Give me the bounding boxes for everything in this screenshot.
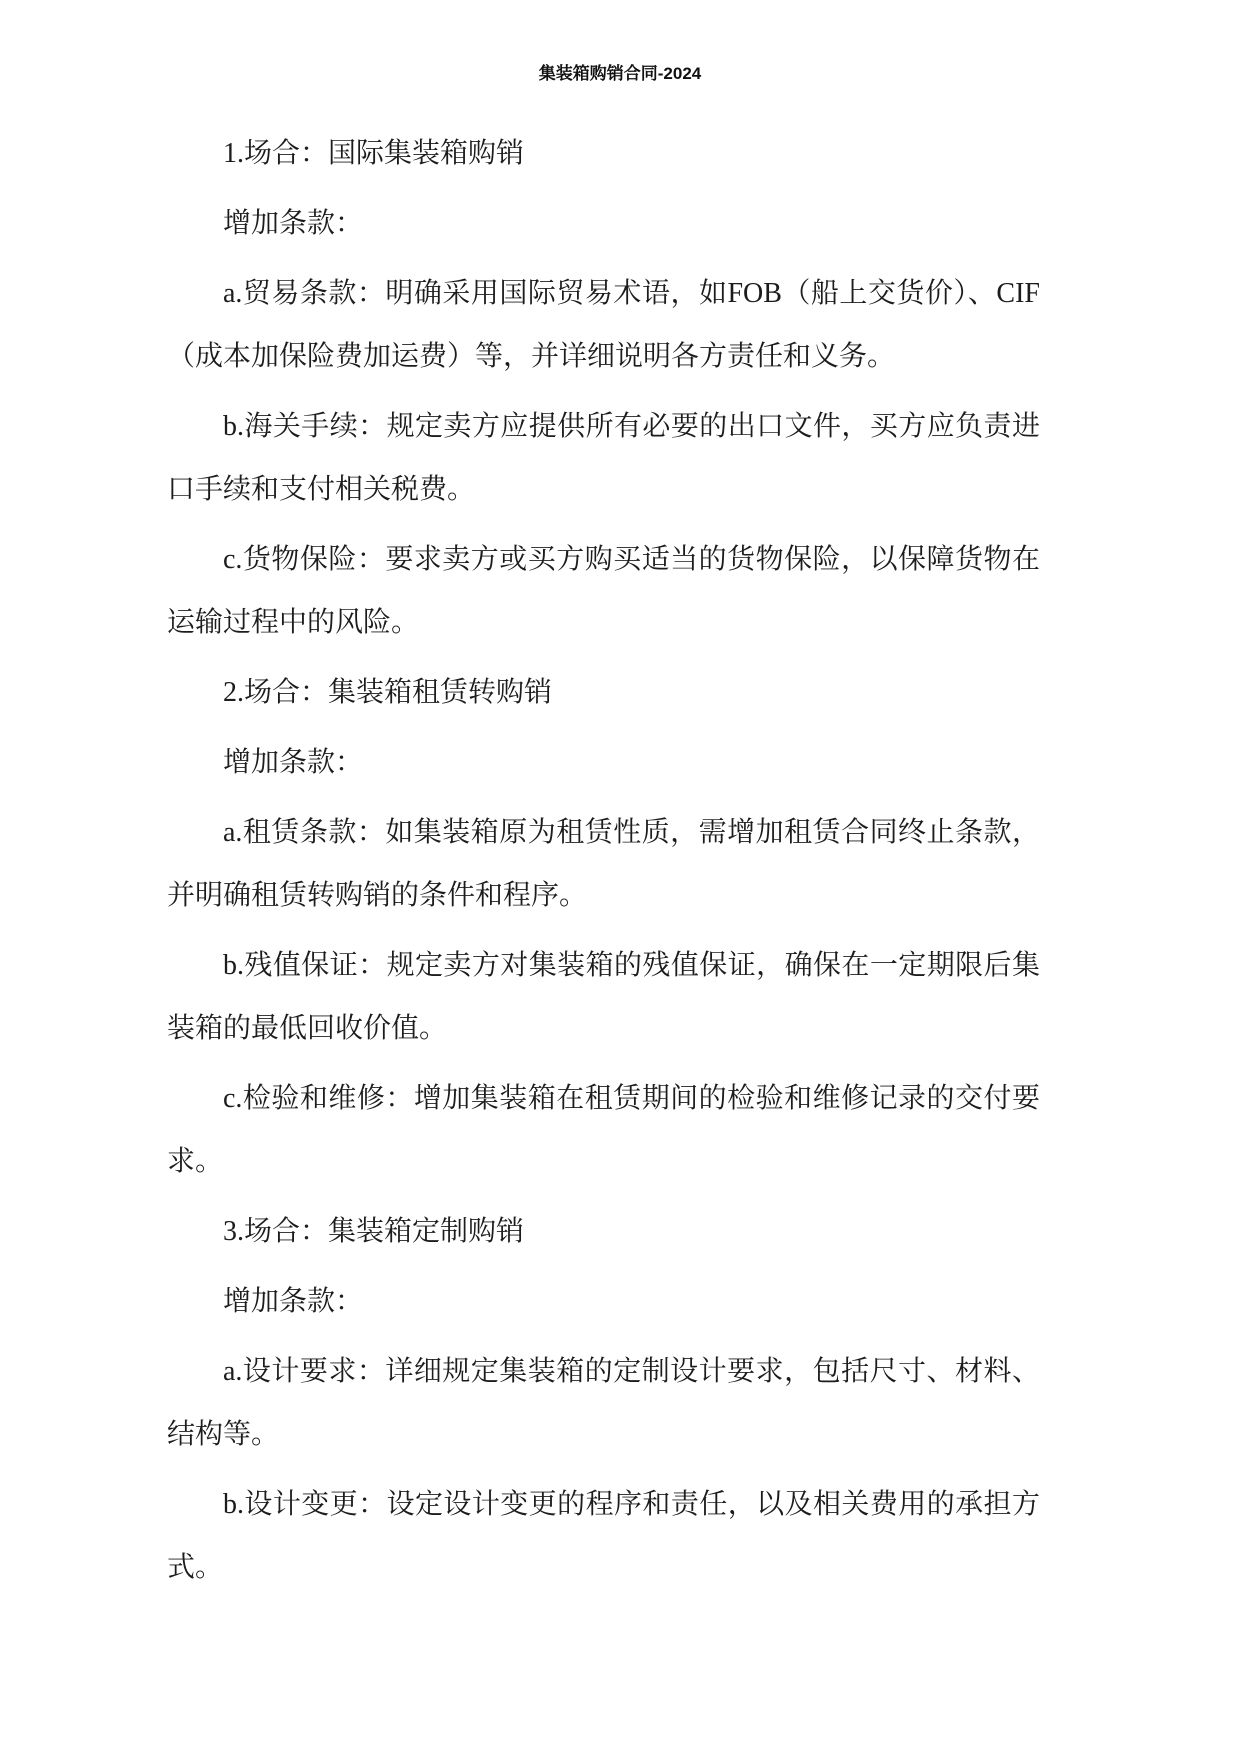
document-title: 集装箱购销合同-2024 [538,64,702,83]
scenario-1-title: 1.场合：国际集装箱购销 [223,138,525,169]
scenario-3-title: 3.场合：集装箱定制购销 [223,1216,525,1247]
clause-cargo-insurance: c.货物保险：要求卖方或买方购买适当的货物保险，以保障货物在运输过程中的风险。 [167,544,1040,638]
clause-lease-terms: a.租赁条款：如集装箱原为租赁性质，需增加租赁合同终止条款，并明确租赁转购销的条件和程序。 [167,817,1040,911]
clause-trade-terms: a.贸易条款：明确采用国际贸易术语，如FOB（船上交货价）、CIF（成本加保险费加运费）等，并详细说明各方责任和义务。 [167,278,1040,372]
scenario-2-title: 2.场合：集装箱租赁转购销 [223,677,553,708]
clause-inspection-repair: c.检验和维修：增加集装箱在租赁期间的检验和维修记录的交付要求。 [167,1083,1040,1177]
additional-clauses-label: 增加条款： [223,747,364,778]
clause-residual-value: b.残值保证：规定卖方对集装箱的残值保证，确保在一定期限后集装箱的最低回收价值。 [167,950,1040,1044]
document-header [0,0,1240,86]
document-body [167,122,1040,1599]
clause-design-change: b.设计变更：设定设计变更的程序和责任，以及相关费用的承担方式。 [167,1489,1040,1583]
clause-design-require: a.设计要求：详细规定集装箱的定制设计要求，包括尺寸、材料、结构等。 [167,1356,1040,1450]
clause-customs: b.海关手续：规定卖方应提供所有必要的出口文件，买方应负责进口手续和支付相关税费。 [167,411,1040,505]
additional-clauses-label: 增加条款： [223,1286,364,1317]
additional-clauses-label: 增加条款： [223,208,364,239]
